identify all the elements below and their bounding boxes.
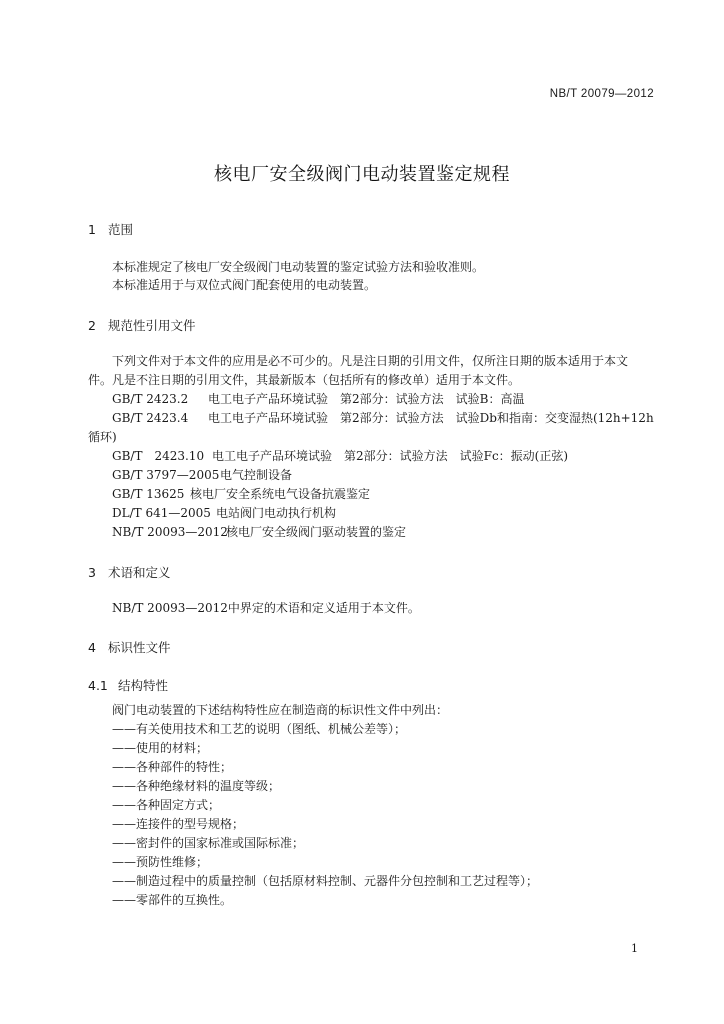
section-number: 4 bbox=[88, 640, 96, 655]
section-title: 标识性文件 bbox=[108, 640, 171, 655]
paragraph-line: 本标准规定了核电厂安全级阀门电动装置的鉴定试验方法和验收准则。 bbox=[112, 260, 485, 274]
list-item: ——各种绝缘材料的温度等级； bbox=[112, 779, 281, 793]
section-number: 1 bbox=[88, 222, 96, 237]
paragraph-line: 阀门电动装置的下述结构特性应在制造商的标识性文件中列出： bbox=[112, 703, 449, 717]
section-1-heading bbox=[88, 220, 133, 238]
reference-item bbox=[112, 523, 406, 541]
reference-item bbox=[112, 409, 654, 427]
reference-title: 核电厂安全级阀门驱动装置的鉴定 bbox=[226, 525, 407, 539]
list-item: ——使用的材料； bbox=[112, 741, 209, 755]
reference-item bbox=[112, 485, 370, 503]
paragraph-line: NB/T 20093—2012中界定的术语和定义适用于本文件。 bbox=[112, 601, 420, 615]
reference-code: NB/T 20093—2012 bbox=[112, 525, 228, 539]
reference-continuation: 循环) bbox=[88, 430, 117, 444]
document-title: 核电厂安全级阀门电动装置鉴定规程 bbox=[214, 164, 510, 185]
section-number: 2 bbox=[88, 318, 96, 333]
section-title: 规范性引用文件 bbox=[108, 318, 196, 333]
list-item: ——制造过程中的质量控制（包括原材料控制、元器件分包控制和工艺过程等）； bbox=[112, 874, 539, 888]
section-title: 结构特性 bbox=[118, 678, 169, 693]
reference-item bbox=[112, 504, 336, 522]
section-3-heading bbox=[88, 563, 171, 581]
reference-item bbox=[112, 390, 524, 408]
list-item: ——各种部件的特性； bbox=[112, 760, 233, 774]
reference-title: 电气控制设备 bbox=[220, 468, 293, 482]
paragraph-line: 本标准适用于与双位式阀门配套使用的电动装置。 bbox=[112, 278, 377, 292]
paragraph-line: 下列文件对于本文件的应用是必不可少的。凡是注日期的引用文件，仅所注日期的版本适用于本文 bbox=[112, 354, 629, 368]
section-4-heading bbox=[88, 638, 171, 656]
list-item: ——各种固定方式； bbox=[112, 798, 221, 812]
reference-item bbox=[112, 466, 292, 484]
reference-title: 电工电子产品环境试验 第2部分：试验方法 试验Db和指南：交变湿热(12h+12h bbox=[208, 411, 654, 425]
page-number: 1 bbox=[631, 942, 638, 955]
list-item: ——连接件的型号规格； bbox=[112, 817, 245, 831]
list-item: ——预防性维修； bbox=[112, 855, 209, 869]
subsection-4-1-heading bbox=[88, 676, 168, 694]
section-title: 范围 bbox=[108, 222, 134, 237]
section-number: 4.1 bbox=[88, 678, 108, 693]
reference-title: 电工电子产品环境试验 第2部分：试验方法 试验Fc：振动(正弦) bbox=[212, 449, 569, 463]
reference-code: GB/T 2423.4 bbox=[112, 411, 189, 425]
reference-item bbox=[112, 447, 568, 465]
section-title: 术语和定义 bbox=[108, 565, 171, 580]
reference-title: 电站阀门电动执行机构 bbox=[216, 506, 337, 520]
reference-code: DL/T 641—2005 bbox=[112, 506, 211, 520]
standard-code: NB/T 20079—2012 bbox=[549, 88, 654, 100]
reference-code: GB/T 2423.10 bbox=[112, 449, 205, 463]
reference-code: GB/T 3797—2005 bbox=[112, 468, 220, 482]
paragraph-line: 件。凡是不注日期的引用文件，其最新版本（包括所有的修改单）适用于本文件。 bbox=[88, 373, 521, 387]
reference-code: GB/T 2423.2 bbox=[112, 392, 189, 406]
list-item: ——有关使用技术和工艺的说明（图纸、机械公差等）； bbox=[112, 722, 407, 736]
section-number: 3 bbox=[88, 565, 96, 580]
list-item: ——零部件的互换性。 bbox=[112, 893, 233, 907]
reference-title: 核电厂安全系统电气设备抗震鉴定 bbox=[190, 487, 371, 501]
section-2-heading bbox=[88, 316, 196, 334]
reference-title: 电工电子产品环境试验 第2部分：试验方法 试验B：高温 bbox=[208, 392, 525, 406]
list-item: ——密封件的国家标准或国际标准； bbox=[112, 836, 305, 850]
reference-code: GB/T 13625 bbox=[112, 487, 185, 501]
